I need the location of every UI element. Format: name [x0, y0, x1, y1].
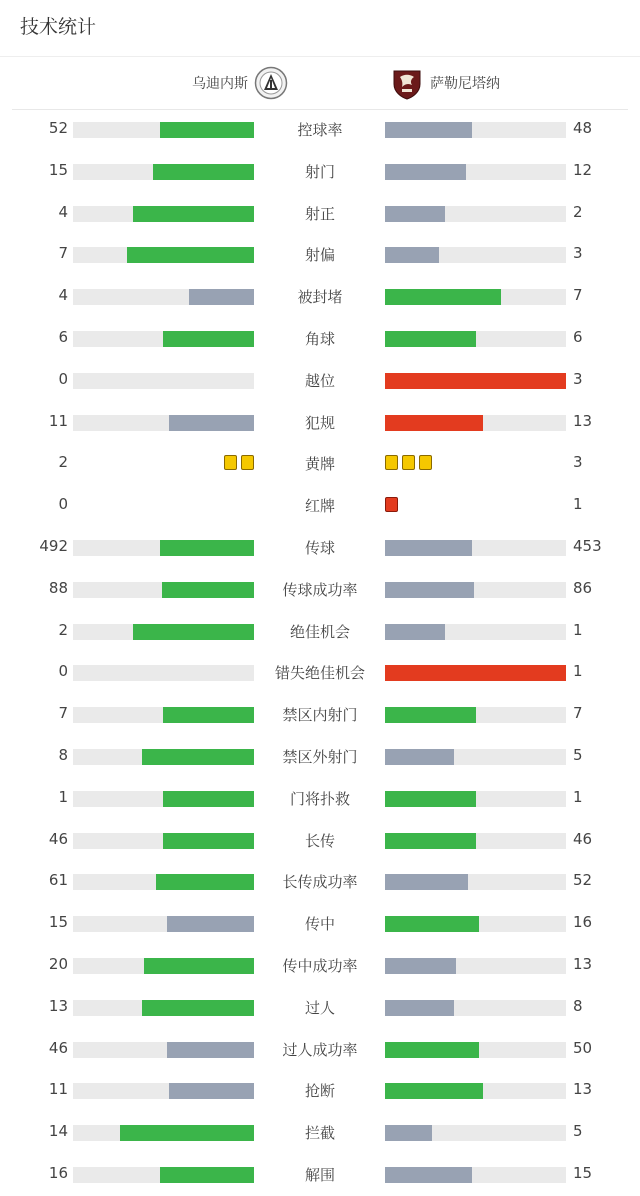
home-bar-track	[73, 582, 254, 598]
home-value: 16	[48, 1163, 68, 1182]
away-bar-track	[385, 164, 566, 180]
stat-row	[0, 945, 640, 987]
away-value: 50	[573, 1038, 593, 1057]
away-bar-fill	[385, 540, 472, 556]
stat-row	[0, 652, 640, 694]
yellow-card-icon	[385, 455, 398, 470]
home-bar-fill	[127, 247, 254, 263]
stat-row	[0, 694, 640, 736]
away-bar-track	[385, 1125, 566, 1141]
stat-row	[0, 109, 640, 151]
home-value: 88	[48, 578, 68, 597]
home-value: 15	[48, 160, 68, 179]
home-bar-fill	[162, 582, 254, 598]
home-value: 7	[58, 704, 68, 723]
home-value: 0	[58, 369, 68, 388]
stat-label: 门将扑救	[289, 789, 350, 808]
away-value: 86	[573, 578, 593, 597]
home-bar-track	[73, 1042, 254, 1058]
home-bar-fill	[167, 916, 254, 932]
away-team[interactable]	[390, 65, 500, 101]
home-bar-fill	[144, 958, 254, 974]
home-value: 4	[58, 286, 68, 305]
stat-row	[0, 1029, 640, 1071]
away-bar-track	[385, 1000, 566, 1016]
home-bar-fill	[169, 415, 254, 431]
home-bar-track	[73, 540, 254, 556]
stat-label: 红牌	[304, 497, 335, 516]
stat-row	[0, 736, 640, 778]
stat-row	[0, 987, 640, 1029]
away-bar-track	[385, 791, 566, 807]
home-bar-track	[73, 1167, 254, 1183]
away-bar-fill	[385, 331, 476, 347]
away-bar-fill	[385, 1167, 472, 1183]
away-value: 1	[573, 662, 583, 681]
stat-row	[0, 485, 640, 527]
home-value: 52	[48, 119, 68, 137]
home-bar-fill	[133, 624, 254, 640]
home-value: 61	[48, 871, 68, 890]
home-bar-fill	[189, 289, 254, 305]
home-bar-fill	[167, 1042, 254, 1058]
away-value: 46	[573, 829, 593, 848]
stat-label: 射偏	[304, 246, 335, 265]
yellow-card-icon	[241, 455, 254, 470]
stat-label: 射门	[304, 162, 335, 181]
yellow-card-icon	[224, 455, 237, 470]
away-bar-track	[385, 1042, 566, 1058]
away-bar-fill	[385, 415, 483, 431]
away-bar-track	[385, 331, 566, 347]
away-value: 48	[573, 119, 593, 137]
away-bar-fill	[385, 958, 456, 974]
stat-row	[0, 276, 640, 318]
away-bar-fill	[385, 665, 566, 681]
away-value: 453	[573, 536, 602, 555]
away-value: 16	[573, 913, 593, 932]
away-value: 1	[573, 787, 583, 806]
away-bar-track	[385, 122, 566, 138]
stat-label: 传中	[304, 915, 335, 934]
stat-label: 绝佳机会	[289, 622, 350, 641]
home-value: 2	[58, 620, 68, 639]
stat-label: 解围	[304, 1165, 335, 1184]
away-cards	[385, 455, 432, 470]
away-cards	[385, 497, 398, 512]
away-value: 6	[573, 327, 583, 346]
stat-row	[0, 402, 640, 444]
home-bar-track	[73, 916, 254, 932]
stat-row	[0, 903, 640, 945]
away-value: 7	[573, 704, 583, 723]
away-bar-track	[385, 373, 566, 389]
away-bar-fill	[385, 582, 474, 598]
away-value: 1	[573, 495, 583, 514]
away-bar-fill	[385, 1042, 479, 1058]
stat-row	[0, 861, 640, 903]
away-bar-track	[385, 415, 566, 431]
home-value: 8	[58, 745, 68, 764]
stat-label: 黄牌	[304, 455, 335, 474]
home-value: 20	[48, 954, 68, 973]
away-bar-fill	[385, 1083, 483, 1099]
home-value: 7	[58, 244, 68, 263]
yellow-card-icon	[419, 455, 432, 470]
home-bar-fill	[160, 540, 254, 556]
stat-label: 长传成功率	[282, 873, 358, 892]
away-bar-fill	[385, 916, 479, 932]
home-bar-fill	[142, 749, 254, 765]
home-bar-track	[73, 164, 254, 180]
stat-row	[0, 611, 640, 653]
stat-row	[0, 1070, 640, 1112]
away-bar-track	[385, 958, 566, 974]
home-bar-track	[73, 331, 254, 347]
home-bar-fill	[120, 1125, 254, 1141]
home-value: 15	[48, 913, 68, 932]
home-bar-fill	[133, 206, 254, 222]
away-bar-fill	[385, 164, 466, 180]
stat-row	[0, 193, 640, 235]
away-team-logo-icon	[390, 66, 424, 100]
home-cards	[224, 455, 254, 470]
away-bar-fill	[385, 373, 566, 389]
away-value: 3	[573, 369, 583, 388]
page-title: 技术统计	[20, 16, 97, 38]
away-bar-track	[385, 206, 566, 222]
home-bar-track	[73, 833, 254, 849]
home-team[interactable]	[192, 65, 288, 101]
away-value: 5	[573, 745, 583, 764]
home-value: 11	[48, 411, 68, 430]
home-value: 0	[58, 662, 68, 681]
stat-row	[0, 318, 640, 360]
stat-label: 角球	[304, 329, 335, 348]
away-bar-track	[385, 540, 566, 556]
away-bar-track	[385, 749, 566, 765]
home-bar-track	[73, 373, 254, 389]
away-value: 5	[573, 1122, 583, 1141]
teams-header	[12, 57, 628, 110]
home-bar-track	[73, 206, 254, 222]
home-bar-track	[73, 707, 254, 723]
away-value: 52	[573, 871, 593, 890]
stat-row	[0, 151, 640, 193]
away-team-name: 萨勒尼塔纳	[430, 76, 500, 92]
home-bar-fill	[160, 1167, 254, 1183]
home-value: 0	[58, 495, 68, 514]
home-value: 6	[58, 327, 68, 346]
away-value: 15	[573, 1163, 593, 1182]
stat-label: 传中成功率	[282, 956, 358, 975]
away-bar-fill	[385, 122, 472, 138]
home-bar-track	[73, 1000, 254, 1016]
stat-label: 过人成功率	[282, 1040, 358, 1059]
away-bar-fill	[385, 874, 468, 890]
stat-label: 拦截	[304, 1124, 335, 1143]
home-value: 46	[48, 829, 68, 848]
away-bar-track	[385, 707, 566, 723]
away-bar-track	[385, 289, 566, 305]
home-bar-track	[73, 958, 254, 974]
away-bar-fill	[385, 1000, 454, 1016]
home-bar-track	[73, 749, 254, 765]
home-bar-fill	[163, 331, 254, 347]
stat-label: 控球率	[297, 121, 343, 139]
home-team-logo-icon	[254, 66, 288, 100]
stat-label: 被封堵	[297, 288, 343, 307]
away-bar-fill	[385, 749, 454, 765]
stat-row	[0, 820, 640, 862]
stat-row	[0, 1154, 640, 1196]
away-bar-track	[385, 247, 566, 263]
stat-label: 传球	[304, 538, 335, 557]
home-bar-fill	[169, 1083, 254, 1099]
away-value: 12	[573, 160, 593, 179]
away-value: 2	[573, 202, 583, 221]
home-bar-track	[73, 624, 254, 640]
home-bar-fill	[160, 122, 254, 138]
home-bar-track	[73, 122, 254, 138]
home-bar-track	[73, 1125, 254, 1141]
away-bar-track	[385, 665, 566, 681]
home-value: 1	[58, 787, 68, 806]
stat-label: 禁区外射门	[282, 747, 358, 766]
away-bar-track	[385, 1083, 566, 1099]
away-bar-track	[385, 1167, 566, 1183]
home-bar-track	[73, 874, 254, 890]
home-bar-track	[73, 1083, 254, 1099]
away-value: 1	[573, 620, 583, 639]
home-team-name: 乌迪内斯	[192, 76, 248, 92]
away-value: 13	[573, 411, 593, 430]
away-bar-fill	[385, 833, 476, 849]
stat-label: 错失绝佳机会	[274, 664, 365, 683]
stat-row	[0, 360, 640, 402]
home-bar-fill	[153, 164, 254, 180]
home-bar-track	[73, 415, 254, 431]
away-value: 13	[573, 1080, 593, 1099]
home-bar-track	[73, 247, 254, 263]
stat-label: 射正	[304, 204, 335, 223]
home-value: 4	[58, 202, 68, 221]
stat-label: 过人	[304, 998, 335, 1017]
home-bar-fill	[163, 833, 254, 849]
home-bar-fill	[163, 707, 254, 723]
away-bar-fill	[385, 707, 476, 723]
away-value: 3	[573, 244, 583, 263]
stat-label: 抢断	[304, 1082, 335, 1101]
home-bar-fill	[163, 791, 254, 807]
home-bar-fill	[142, 1000, 254, 1016]
home-value: 13	[48, 996, 68, 1015]
red-card-icon	[385, 497, 398, 512]
away-bar-fill	[385, 289, 501, 305]
stat-label: 传球成功率	[282, 580, 358, 599]
away-bar-fill	[385, 791, 476, 807]
stat-label: 禁区内射门	[282, 706, 358, 725]
away-bar-fill	[385, 247, 439, 263]
away-value: 7	[573, 286, 583, 305]
away-value: 13	[573, 954, 593, 973]
away-bar-fill	[385, 624, 445, 640]
away-bar-fill	[385, 206, 445, 222]
stat-label: 越位	[304, 371, 335, 390]
away-bar-track	[385, 624, 566, 640]
home-value: 46	[48, 1038, 68, 1057]
home-bar-fill	[156, 874, 254, 890]
stat-label: 犯规	[304, 413, 335, 432]
away-bar-fill	[385, 1125, 432, 1141]
away-bar-track	[385, 916, 566, 932]
away-bar-track	[385, 582, 566, 598]
stat-row	[0, 1112, 640, 1154]
home-value: 492	[39, 536, 68, 555]
home-bar-track	[73, 289, 254, 305]
away-value: 3	[573, 453, 583, 472]
home-bar-track	[73, 791, 254, 807]
away-bar-track	[385, 874, 566, 890]
stats-list	[0, 109, 640, 1196]
yellow-card-icon	[402, 455, 415, 470]
home-value: 2	[58, 453, 68, 472]
stat-row	[0, 234, 640, 276]
away-value: 8	[573, 996, 583, 1015]
stat-row	[0, 778, 640, 820]
stat-row	[0, 443, 640, 485]
home-value: 11	[48, 1080, 68, 1099]
stat-row	[0, 527, 640, 569]
stat-label: 长传	[304, 831, 335, 850]
home-bar-track	[73, 665, 254, 681]
home-value: 14	[48, 1122, 68, 1141]
stat-row	[0, 569, 640, 611]
away-bar-track	[385, 833, 566, 849]
